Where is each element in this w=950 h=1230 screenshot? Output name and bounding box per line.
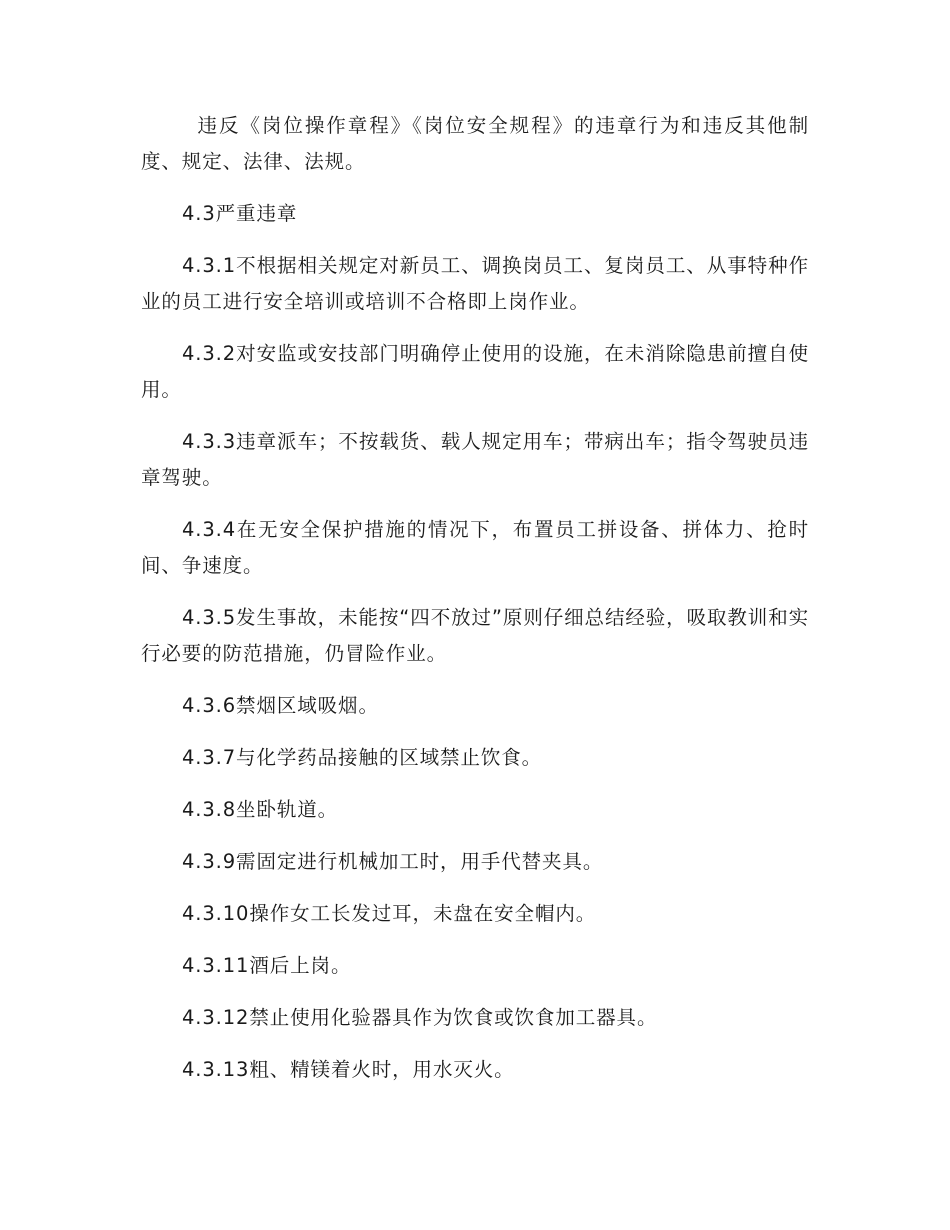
clause-4-3-1: 4.3.1不根据相关规定对新员工、调换岗员工、复岗员工、从事特种作业的员工进行安全培训或培训不合格即上岗作业。: [141, 254, 809, 313]
clause-4-3-6: 4.3.6禁烟区域吸烟。: [181, 694, 379, 717]
clause-4-3-3: 4.3.3违章派车；不按载货、载人规定用车；带病出车；指令驾驶员违章驾驶。: [141, 430, 809, 489]
intro-paragraph: 违反《岗位操作章程》《岗位安全规程》的违章行为和违反其他制度、规定、法律、法规。: [141, 114, 809, 173]
clause-4-3-13: 4.3.13粗、精镁着火时，用水灭火。: [181, 1058, 515, 1081]
clause-4-3-8: 4.3.8坐卧轨道。: [181, 798, 339, 821]
clause-4-3-9: 4.3.9需固定进行机械加工时，用手代替夹具。: [181, 850, 604, 873]
clause-4-3-5: 4.3.5发生事故，未能按“四不放过”原则仔细总结经验，吸取教训和实行必要的防范措施，仍冒险作业。: [141, 606, 809, 665]
clause-4-3-2: 4.3.2对安监或安技部门明确停止使用的设施，在未消除隐患前擅自使用。: [141, 342, 809, 401]
document-body: [141, 108, 809, 1104]
clause-4-3-7: 4.3.7与化学药品接触的区域禁止饮食。: [181, 746, 543, 769]
clause-4-3-4: 4.3.4在无安全保护措施的情况下，布置员工拼设备、拼体力、抢时间、争速度。: [141, 518, 809, 577]
section-heading-4-3: 4.3严重违章: [181, 202, 298, 225]
clause-4-3-10: 4.3.10操作女工长发过耳，未盘在安全帽内。: [181, 902, 597, 925]
clause-4-3-12: 4.3.12禁止使用化验器具作为饮食或饮食加工器具。: [181, 1006, 658, 1029]
clause-4-3-11: 4.3.11酒后上岗。: [181, 954, 352, 977]
